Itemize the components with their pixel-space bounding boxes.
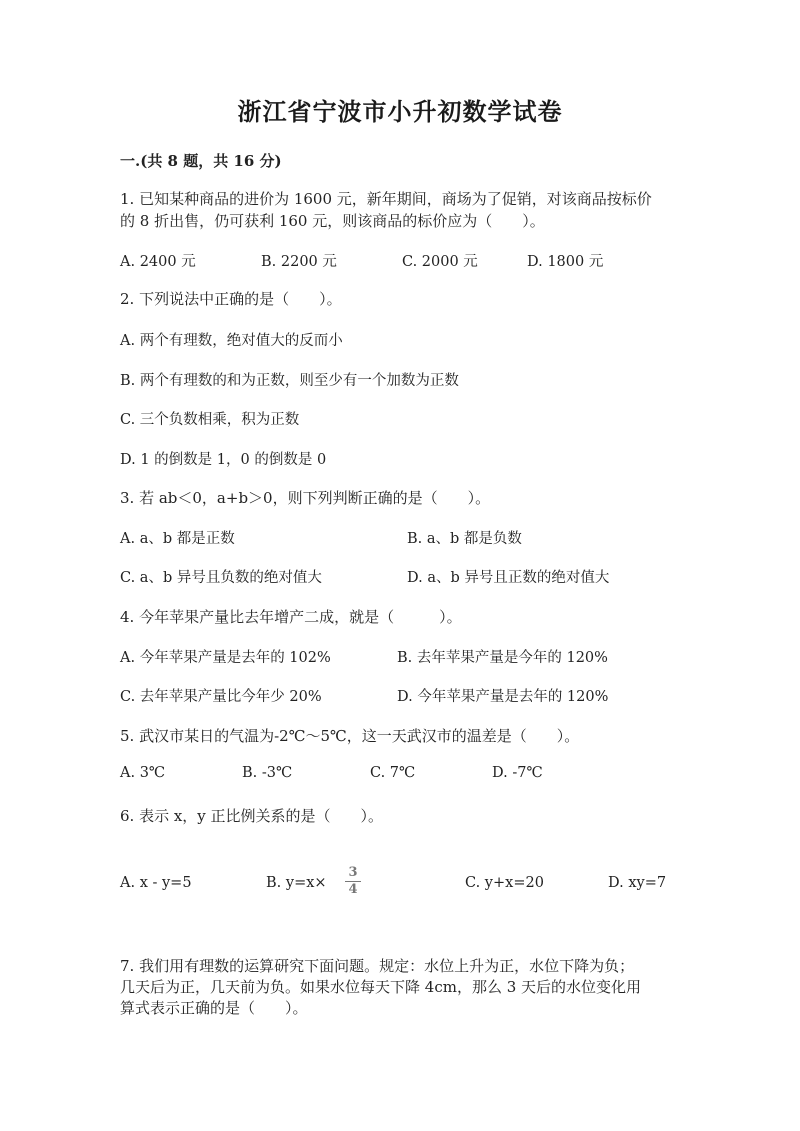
question-1-option-d: D. 1800 元	[527, 254, 604, 270]
question-7-stem-line-3: 算式表示正确的是（ ）。	[120, 999, 308, 1017]
question-1-stem-line-2: 的 8 折出售，仍可获利 160 元，则该商品的标价应为（ ）。	[120, 212, 545, 230]
question-2-stem: 2. 下列说法中正确的是（ ）。	[120, 290, 342, 308]
question-4-stem: 4. 今年苹果产量比去年增产二成，就是（ ）。	[120, 608, 462, 626]
question-1-option-a: A. 2400 元	[120, 254, 196, 270]
question-4-option-d: D. 今年苹果产量是去年的 120%	[397, 689, 609, 705]
question-6-stem: 6. 表示 x，y 正比例关系的是（ ）。	[120, 807, 384, 825]
question-3-stem: 3. 若 ab＜0，a+b＞0，则下列判断正确的是（ ）。	[120, 489, 491, 507]
question-7-stem-line-1: 7. 我们用有理数的运算研究下面问题。规定：水位上升为正，水位下降为负；	[120, 957, 635, 975]
fraction-denominator: 4	[348, 882, 358, 897]
question-6-option-c: C. y+x=20	[465, 875, 544, 891]
question-5-option-b: B. -3℃	[242, 765, 293, 781]
exam-title: 浙江省宁波市小升初数学试卷	[237, 97, 563, 126]
question-5-option-c: C. 7℃	[370, 765, 416, 781]
question-2-option-b: B. 两个有理数的和为正数，则至少有一个加数为正数	[120, 373, 459, 389]
question-7-stem-line-2: 几天后为正，几天前为负。如果水位每天下降 4cm，那么 3 天后的水位变化用	[120, 978, 642, 996]
section-heading: 一.(共 8 题，共 16 分)	[120, 152, 282, 170]
question-2-option-c: C. 三个负数相乘，积为正数	[120, 412, 300, 428]
question-1-stem-line-1: 1. 已知某种商品的进价为 1600 元，新年期间，商场为了促销，对该商品按标价	[120, 190, 652, 208]
question-1-option-c: C. 2000 元	[402, 254, 478, 270]
question-3-option-c: C. a、b 异号且负数的绝对值大	[120, 570, 322, 586]
fraction-numerator: 3	[348, 865, 358, 880]
question-6-option-a: A. x - y=5	[120, 875, 192, 891]
question-2-option-a: A. 两个有理数，绝对值大的反而小	[120, 333, 343, 349]
question-6-option-d: D. xy=7	[608, 875, 667, 891]
question-6-fraction	[345, 866, 361, 897]
question-5-stem: 5. 武汉市某日的气温为-2℃～5℃，这一天武汉市的温差是（ ）。	[120, 727, 580, 745]
question-4-option-a: A. 今年苹果产量是去年的 102%	[120, 650, 331, 666]
question-4-option-b: B. 去年苹果产量是今年的 120%	[397, 650, 608, 666]
question-5-option-d: D. -7℃	[492, 765, 543, 781]
question-3-option-a: A. a、b 都是正数	[120, 531, 235, 547]
question-6-option-b: B. y=x×	[266, 875, 327, 891]
question-4-option-c: C. 去年苹果产量比今年少 20%	[120, 689, 322, 705]
question-3-option-d: D. a、b 异号且正数的绝对值大	[407, 570, 610, 586]
question-2-option-d: D. 1 的倒数是 1，0 的倒数是 0	[120, 452, 327, 468]
question-5-option-a: A. 3℃	[120, 765, 166, 781]
question-3-option-b: B. a、b 都是负数	[407, 531, 522, 547]
question-1-option-b: B. 2200 元	[261, 254, 337, 270]
